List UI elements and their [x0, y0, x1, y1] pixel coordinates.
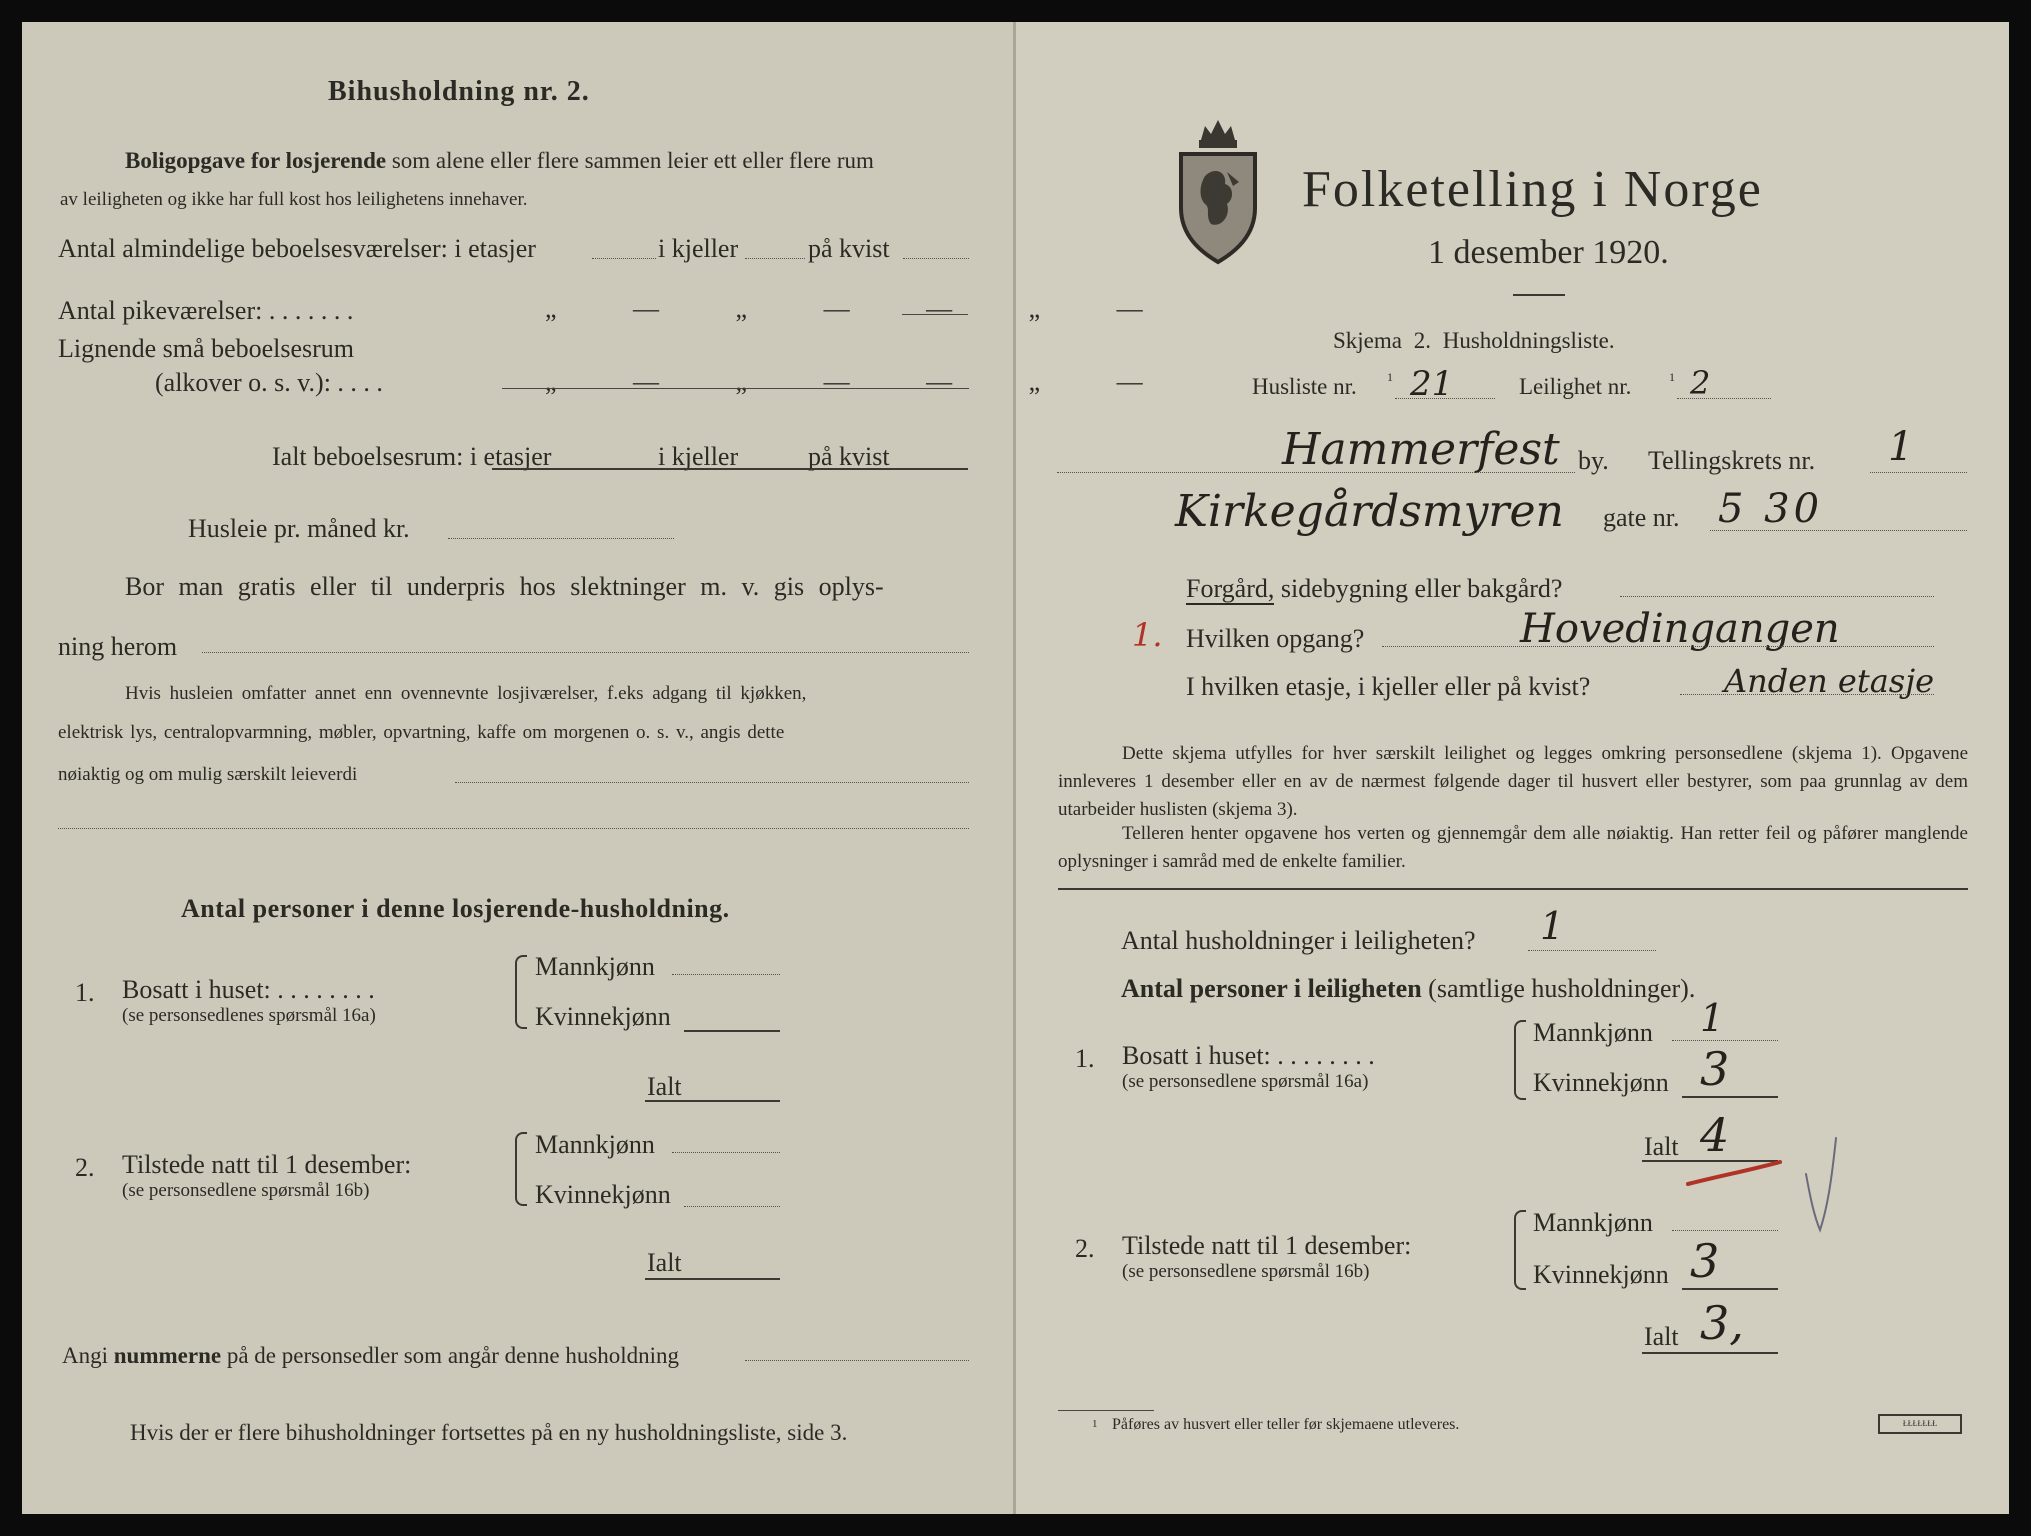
footnote-rule [1058, 1410, 1154, 1411]
antal-pike-label: Antal pikeværelser: . . . . . . . [58, 296, 354, 325]
hvis-line-3: nøiaktig og om mulig særskilt leieverdi [58, 764, 358, 785]
angi-field[interactable] [745, 1360, 969, 1361]
bihusholdning-title: Bihusholdning nr. 2. [328, 76, 590, 107]
husleie-label: Husleie pr. måned kr. [188, 514, 410, 543]
intro-bold: Boligopgave for losjerende [125, 148, 387, 173]
antal-almindelige-label: Antal almindelige beboelsesværelser: i etasjer [58, 234, 536, 263]
leieverdi-field[interactable] [455, 782, 969, 783]
left-item1-kvinne-label: Kvinnekjønn [535, 1002, 671, 1031]
etasje-value[interactable]: Anden etasje [1724, 662, 1935, 700]
left-item2-mann-field[interactable] [672, 1152, 780, 1153]
instructions-1: Dette skjema utfylles for hver særskilt leilighet og legges omkring personsedlene (skjema 1). Opgavene innleveres 1 desember eller en av de nærmest følgende dager til husvert eller bestyrer, som paa grunnlag av dem utarbeider huslisten (skjema 3). [1058, 743, 1968, 820]
left-item1-ialt-label: Ialt [647, 1072, 682, 1101]
right-item2-mann-field[interactable] [1672, 1230, 1778, 1231]
intro-line-1 [125, 148, 874, 174]
alkover-field[interactable] [502, 388, 969, 389]
title-rule [1513, 294, 1565, 296]
by-value[interactable]: Hammerfest [1282, 424, 1560, 475]
ning-herom-label: ning herom [58, 632, 178, 661]
left-item2-ialt-field[interactable] [645, 1278, 780, 1280]
gate-nr-value[interactable]: 5 30 [1718, 486, 1824, 532]
kvist-field[interactable] [903, 258, 969, 259]
footnote-text: Påføres av husvert eller teller før skjemaene utleveres. [1112, 1416, 1460, 1433]
right-item1-ialt-label: Ialt [1644, 1132, 1679, 1161]
angi-bold: nummerne [113, 1343, 222, 1368]
hvis-line-2: elektrisk lys, centralopvarmning, møbler, opvartning, kaffe om morgenen o. s. v., angis dette [58, 722, 785, 743]
left-item1-ref: (se personsedlenes spørsmål 16a) [122, 1005, 376, 1026]
right-item1-mann-value[interactable]: 1 [1700, 996, 1725, 1040]
leieverdi-field-2[interactable] [58, 828, 969, 829]
husliste-field[interactable] [1395, 398, 1495, 399]
husliste-value[interactable]: 21 [1410, 364, 1454, 404]
i-kjeller-label: i kjeller [658, 234, 739, 263]
left-item1-label: Bosatt i huset: . . . . . . . . [122, 975, 375, 1004]
by-label: by. [1578, 446, 1609, 475]
right-item2-ialt-field[interactable] [1642, 1352, 1778, 1354]
forgard-field[interactable] [1620, 596, 1934, 597]
right-item2-num: 2. [1075, 1234, 1095, 1263]
right-item1-mann-label: Mannkjønn [1533, 1018, 1653, 1047]
leilighet-value[interactable]: 2 [1690, 364, 1711, 402]
right-title: Folketelling i Norge [1302, 161, 1763, 218]
leilighet-label: Leilighet nr. [1519, 374, 1632, 399]
left-item2-ref: (se personsedlene spørsmål 16b) [122, 1180, 370, 1201]
right-item2-ialt-value[interactable]: 3, [1700, 1296, 1744, 1350]
instructions-2: Telleren henter opgavene hos verten og gjennemgår dem alle nøiaktig. Han retter feil og påfører manglende oplysninger i samråd med de enkelte familier. [1058, 823, 1968, 872]
left-item2-ialt-label: Ialt [647, 1248, 682, 1277]
antal-pers-bold: Antal personer i leiligheten [1121, 974, 1422, 1003]
etasjer-field[interactable] [592, 258, 656, 259]
right-item1-mann-field[interactable] [1672, 1040, 1778, 1041]
norwegian-lion-crest-icon [1175, 112, 1261, 266]
right-item2-kvinne-label: Kvinnekjønn [1533, 1260, 1669, 1289]
tellingskrets-label: Tellingskrets nr. [1648, 446, 1816, 475]
paa-kvist-label: på kvist [808, 234, 890, 263]
left-item2-mann-label: Mannkjønn [535, 1130, 655, 1159]
right-item2-brace [1514, 1210, 1526, 1290]
right-item2-label: Tilstede natt til 1 desember: [1122, 1231, 1412, 1260]
left-item1-mann-field[interactable] [672, 974, 780, 975]
left-item1-mann-label: Mannkjønn [535, 952, 655, 981]
left-item2-num: 2. [75, 1153, 95, 1182]
tellingskrets-field[interactable] [1870, 472, 1967, 473]
ditto-marks-2: „ — „ — — „ — [545, 367, 1143, 396]
forgard-rest: sidebygning eller bakgård? [1280, 574, 1563, 603]
gate-value[interactable]: Kirkegårdsmyren [1175, 486, 1564, 537]
gate-label: gate nr. [1603, 503, 1680, 532]
right-item1-kvinne-value[interactable]: 3 [1700, 1042, 1730, 1096]
husliste-footnote-mark: 1 [1387, 370, 1393, 384]
tellingskrets-value[interactable]: 1 [1888, 424, 1914, 470]
husleie-field[interactable] [448, 538, 674, 539]
right-item1-label: Bosatt i huset: . . . . . . . . [1122, 1041, 1375, 1070]
opgang-value[interactable]: Hovedingangen [1520, 606, 1840, 652]
leilighet-footnote-mark: 1 [1669, 370, 1675, 384]
husliste-label: Husliste nr. [1252, 374, 1357, 399]
left-item2-kvinne-label: Kvinnekjønn [535, 1180, 671, 1209]
census-date: 1 desember 1920. [1428, 234, 1669, 271]
hvis-line-1: Hvis husleien omfatter annet enn ovennevnte losjiværelser, f.eks adgang til kjøkken, [125, 683, 807, 704]
etasje-label: I hvilken etasje, i kjeller eller på kvist? [1186, 672, 1591, 701]
pencil-check-marks [1680, 1126, 2000, 1236]
right-item1-ialt-value[interactable]: 4 [1700, 1108, 1730, 1162]
right-item2-ialt-label: Ialt [1644, 1322, 1679, 1351]
antal-hush-value[interactable]: 1 [1540, 904, 1565, 948]
left-item1-kvinne-field[interactable] [684, 1030, 780, 1032]
left-item2-label: Tilstede natt til 1 desember: [122, 1150, 412, 1179]
kjeller-field[interactable] [745, 258, 805, 259]
angi-post: på de personsedler som angår denne husholdning [226, 1343, 680, 1368]
antal-pers-line [1121, 974, 1695, 1004]
right-item2-kvinne-field[interactable] [1682, 1288, 1778, 1290]
by-field[interactable] [1057, 472, 1575, 473]
opgang-field[interactable] [1382, 646, 1934, 647]
ditto-marks-1: „ — „ — — „ — [545, 294, 1143, 323]
antal-hush-label: Antal husholdninger i leiligheten? [1121, 926, 1476, 955]
intro-rest: som alene eller flere sammen leier ett eller flere rum [391, 148, 874, 173]
angi-pre: Angi [62, 1343, 108, 1368]
bor-gratis-label: Bor man gratis eller til underpris hos slektninger m. v. gis oplys- [125, 572, 884, 601]
left-item1-ialt-field[interactable] [645, 1100, 780, 1102]
angi-line [62, 1343, 679, 1369]
ning-herom-field[interactable] [202, 652, 969, 653]
right-item1-ref: (se personsedlene spørsmål 16a) [1122, 1071, 1369, 1092]
opgang-label: Hvilken opgang? [1186, 624, 1365, 653]
left-item2-kvinne-field[interactable] [684, 1206, 780, 1207]
etasje-field[interactable] [1680, 694, 1934, 695]
left-item1-brace [515, 955, 527, 1029]
skjema-label: Skjema 2. Husholdningsliste. [1333, 328, 1615, 353]
intro-line-2: av leiligheten og ikke har full kost hos leilighetens innehaver. [60, 189, 528, 210]
right-item1-kvinne-field[interactable] [1682, 1096, 1778, 1098]
right-item1-kvinne-label: Kvinnekjønn [1533, 1068, 1669, 1097]
footnote-num: 1 [1092, 1418, 1098, 1430]
instructions-rule [1058, 888, 1968, 890]
opgang-red-mark: 1. [1132, 616, 1163, 654]
right-item2-kvinne-value[interactable]: 3 [1690, 1234, 1720, 1288]
printer-stamp: ŁŁŁŁŁŁŁ [1878, 1414, 1962, 1434]
forgard-line [1186, 574, 1562, 604]
ialt-paa-kvist-label: på kvist [808, 442, 890, 471]
gate-nr-field[interactable] [1710, 530, 1967, 531]
ialt-i-kjeller-label: i kjeller [658, 442, 739, 471]
left-item2-brace [515, 1132, 527, 1206]
right-item2-ref: (se personsedlene spørsmål 16b) [1122, 1261, 1370, 1282]
right-item1-num: 1. [1075, 1044, 1095, 1073]
antal-personer-heading: Antal personer i denne losjerende-husholdning. [181, 894, 730, 923]
ialt-beboelse-label: Ialt beboelsesrum: i etasjer [272, 442, 552, 471]
forgard-underlined: Forgård, [1186, 574, 1275, 603]
left-footer: Hvis der er flere bihusholdninger fortsettes på en ny husholdningsliste, side 3. [130, 1420, 848, 1445]
right-item2-mann-label: Mannkjønn [1533, 1208, 1653, 1237]
lignende-label-1: Lignende små beboelsesrum [58, 334, 355, 363]
right-item1-brace [1514, 1020, 1526, 1100]
lignende-label-2: (alkover o. s. v.): . . . . [155, 368, 383, 397]
pike-kvist-field[interactable] [902, 314, 968, 315]
antal-hush-field[interactable] [1528, 950, 1656, 951]
leilighet-field[interactable] [1677, 398, 1771, 399]
left-item1-num: 1. [75, 978, 95, 1007]
antal-pers-rest: (samtlige husholdninger). [1428, 974, 1696, 1003]
ialt-beboelse-field[interactable] [492, 468, 968, 470]
